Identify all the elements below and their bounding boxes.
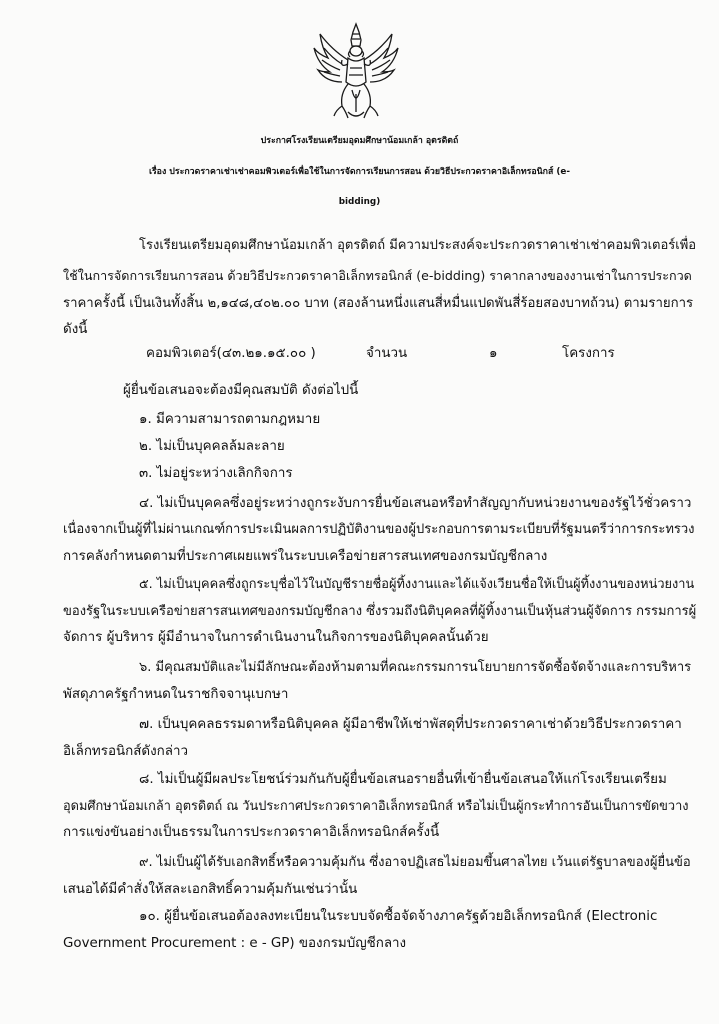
qualification-4-line-2: เนื่องจากเป็นผู้ที่ไม่ผ่านเกณฑ์การประเมินผลการปฏิบัติงานของผู้ประกอบการตามระเบียบที่รัฐมนตรีว่าการกระทรวง [63, 522, 695, 537]
qualification-9-line-2: เสนอได้มีคำสั่งให้สละเอกสิทธิ์ความคุ้มกันเช่นว่านั้น [63, 882, 358, 897]
qualification-1: ๑. มีความสามารถตามกฎหมาย [139, 412, 321, 427]
qualification-8-line-3: การแข่งขันอย่างเป็นธรรมในการประกวดราคาอิเล็กทรอนิกส์ครั้งนี้ [63, 825, 440, 840]
intro-line-2: ใช้ในการจัดการเรียนการสอน ด้วยวิธีประกวดราคาอิเล็กทรอนิกส์ (e-bidding) ราคากลางของงานเช่าในการประกวด [63, 268, 692, 283]
item-qty: ๑ [489, 346, 498, 361]
intro-line-3: ราคาครั้งนี้ เป็นเงินทั้งสิ้น ๒,๑๔๘,๔๐๒.๐๐ บาท (สองล้านหนึ่งแสนสี่หมื่นแปดพันสี่ร้อยสองบาทถ้วน) ตามรายการ [63, 296, 694, 311]
qualification-7-line-1: ๗. เป็นบุคคลธรรมดาหรือนิติบุคคล ผู้มีอาชีพให้เช่าพัสดุที่ประกวดราคาเช่าด้วยวิธีประกวดราคา [139, 717, 682, 732]
item-name: คอมพิวเตอร์(๔๓.๒๑.๑๕.๐๐ ) [146, 346, 316, 361]
qualification-5-line-2: ของรัฐในระบบเครือข่ายสารสนเทศของกรมบัญชีกลาง ซึ่งรวมถึงนิติบุคคลที่ผู้ทิ้งงานเป็นหุ้นส่วนผู้จัดการ กรรมการผู้ [63, 604, 697, 619]
qualifications-heading: ผู้ยื่นข้อเสนอจะต้องมีคุณสมบัติ ดังต่อไปนี้ [123, 383, 359, 398]
qualification-4-line-1: ๔. ไม่เป็นบุคคลซึ่งอยู่ระหว่างถูกระงับการยื่นข้อเสนอหรือทำสัญญากับหน่วยงานของรัฐไว้ชั่วคราว [139, 496, 692, 511]
qualification-8-line-1: ๘. ไม่เป็นผู้มีผลประโยชน์ร่วมกันกับผู้ยื่นข้อเสนอรายอื่นที่เข้ายื่นข้อเสนอให้แก่โรงเรียนเตรียม [139, 772, 667, 787]
item-qty-label: จำนวน [366, 346, 408, 361]
qualification-6-line-2: พัสดุภาครัฐกำหนดในราชกิจจานุเบกษา [63, 687, 289, 702]
qualification-9-line-1: ๙. ไม่เป็นผู้ได้รับเอกสิทธิ์หรือความคุ้มกัน ซึ่งอาจปฏิเสธไม่ยอมขึ้นศาลไทย เว้นแต่รัฐบาลของผู้ยื่นข้อ [139, 855, 691, 870]
qualification-7-line-2: อิเล็กทรอนิกส์ดังกล่าว [63, 744, 189, 759]
subject-line-2: bidding) [338, 197, 381, 207]
qualification-4-line-3: การคลังกำหนดตามที่ประกาศเผยแพร่ในระบบเครือข่ายสารสนเทศของกรมบัญชีกลาง [63, 549, 548, 564]
qualification-6-line-1: ๖. มีคุณสมบัติและไม่มีลักษณะต้องห้ามตามที่คณะกรรมการนโยบายการจัดซื้อจัดจ้างและการบริหาร [139, 660, 692, 675]
qualification-2: ๒. ไม่เป็นบุคคลล้มละลาย [139, 439, 285, 454]
qualification-10-line-2: Government Procurement : e - GP) ของกรมบัญชีกลาง [63, 936, 407, 951]
qualification-5-line-3: จัดการ ผู้บริหาร ผู้มีอำนาจในการดำเนินงานในกิจการของนิติบุคคลนั้นด้วย [63, 630, 489, 645]
garuda-emblem-icon [312, 20, 400, 124]
announcement-title: ประกาศโรงเรียนเตรียมอุดมศึกษาน้อมเกล้า อุตรดิตถ์ [260, 136, 459, 146]
qualification-5-line-1: ๕. ไม่เป็นบุคคลซึ่งถูกระบุชื่อไว้ในบัญชีรายชื่อผู้ทิ้งงานและได้แจ้งเวียนชื่อให้เป็นผู้ทิ้งงานของหน่วยงาน [139, 577, 695, 592]
item-unit: โครงการ [562, 346, 615, 361]
qualification-10-line-1: ๑๐. ผู้ยื่นข้อเสนอต้องลงทะเบียนในระบบจัดซื้อจัดจ้างภาครัฐด้วยอิเล็กทรอนิกส์ (Electronic [139, 909, 658, 924]
intro-line-1: โรงเรียนเตรียมอุดมศึกษาน้อมเกล้า อุตรดิตถ์ มีความประสงค์จะประกวดราคาเช่าเช่าคอมพิวเตอร์เพื่อ [139, 238, 697, 253]
qualification-3: ๓. ไม่อยู่ระหว่างเลิกกิจการ [139, 466, 293, 481]
intro-line-4: ดังนี้ [63, 322, 88, 337]
qualification-8-line-2: อุดมศึกษาน้อมเกล้า อุตรดิตถ์ ณ วันประกาศประกวดราคาอิเล็กทรอนิกส์ หรือไม่เป็นผู้กระทำการอันเป็นการขัดขวาง [63, 799, 689, 814]
subject-line-1: เรื่อง ประกวดราคาเช่าเช่าคอมพิวเตอร์เพื่อใช้ในการจัดการเรียนการสอน ด้วยวิธีประกวดราคาอิเล็กทรอนิกส์ (e- [148, 167, 571, 177]
